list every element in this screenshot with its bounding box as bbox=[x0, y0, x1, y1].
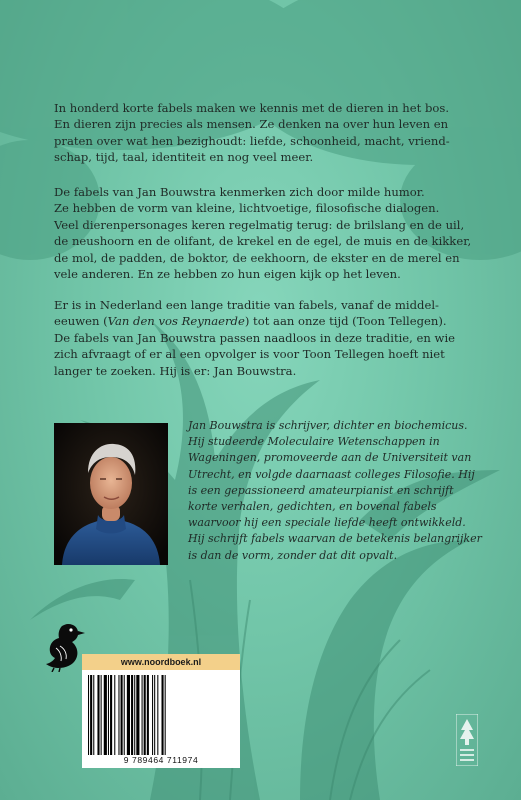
barcode-panel bbox=[82, 654, 240, 768]
blurb-line: vele anderen. En ze hebben zo hun eigen kijk op het leven. bbox=[54, 267, 401, 282]
barcode-bar bbox=[110, 675, 112, 755]
bio-line: Utrecht, en volgde daarnaast colleges Filosofie. Hij bbox=[188, 467, 475, 481]
barcode-bar bbox=[136, 675, 139, 755]
blurb-line: En dieren zijn precies als mensen. Ze denken na over hun leven en bbox=[54, 117, 449, 132]
bio-line: is dan de vorm, zonder dat dit opvalt. bbox=[188, 548, 398, 562]
publisher-website: www.noordboek.nl bbox=[82, 654, 240, 670]
barcode-bar bbox=[90, 675, 92, 755]
barcode-bar bbox=[147, 675, 149, 755]
barcode-bar bbox=[157, 675, 158, 755]
barcode-bar bbox=[93, 675, 94, 755]
blurb-line: zich afvraagt of er al een opvolger is voor Toon Tellegen hoeft niet bbox=[54, 347, 445, 362]
author-bio bbox=[188, 418, 488, 564]
publisher-bird-logo-icon bbox=[42, 618, 86, 672]
blurb-line: De fabels van Jan Bouwstra kenmerken zich door milde humor. bbox=[54, 185, 425, 199]
barcode-bar bbox=[162, 675, 164, 755]
barcode-bar bbox=[121, 675, 123, 755]
fsc-logo-icon bbox=[456, 714, 478, 766]
blurb-line: de mol, de padden, de boktor, de eekhoorn, de ekster en de merel en bbox=[54, 250, 460, 265]
author-photo bbox=[54, 423, 168, 565]
barcode-bar bbox=[152, 675, 153, 755]
blurb-text: ) tot aan onze tijd (Toon Tellegen). bbox=[244, 314, 447, 329]
bio-line: waarvoor hij een speciale liefde heeft ontwikkeld. bbox=[188, 516, 466, 530]
bio-line: korte verhalen, gedichten, en bovenal fabels bbox=[188, 500, 437, 514]
bio-line: Wageningen, promoveerde aan de Universiteit van bbox=[188, 451, 472, 465]
barcode-bar bbox=[131, 675, 133, 755]
barcode-bar bbox=[108, 675, 109, 755]
blurb-line: Ze hebben de vorm van kleine, lichtvoetige, filosofische dialogen. bbox=[54, 201, 440, 216]
blurb-line: langer te zoeken. Hij is er: Jan Bouwstra. bbox=[54, 363, 297, 378]
blurb-line: Er is in Nederland een lange traditie van fabels, vanaf de middel- bbox=[54, 298, 439, 312]
barcode-bar bbox=[101, 675, 102, 755]
blurb-line: In honderd korte fabels maken we kennis met de dieren in het bos. bbox=[54, 101, 450, 115]
bio-line: Hij studeerde Moleculaire Wetenschappen in bbox=[188, 435, 440, 449]
barcode-bar bbox=[165, 675, 166, 755]
bio-line: Hij schrijft fabels waarvan de betekenis belangrijker bbox=[188, 532, 482, 546]
barcode-bar bbox=[114, 675, 115, 755]
blurb-line: schap, tijd, taal, identiteit en nog veel meer. bbox=[54, 150, 314, 165]
barcode-bar bbox=[97, 675, 99, 755]
blurb-line bbox=[54, 313, 474, 329]
blurb-line: De fabels van Jan Bouwstra passen naadloos in deze traditie, en wie bbox=[54, 330, 456, 345]
book-title-reynaerde: Van den vos Reynaerde bbox=[107, 314, 245, 329]
blurb-paragraph-1 bbox=[54, 100, 474, 166]
blurb-paragraph-2 bbox=[54, 184, 474, 282]
blurb-line: praten over wat hen bezighoudt: liefde, schoonheid, macht, vriend- bbox=[54, 133, 450, 148]
barcode-bar bbox=[134, 675, 135, 755]
barcode-bar bbox=[144, 675, 146, 755]
blurb-line: de neushoorn en de olifant, de krekel en de egel, de muis en de kikker, bbox=[54, 234, 472, 249]
bio-line: Jan Bouwstra is schrijver, dichter en biochemicus. bbox=[188, 419, 468, 432]
barcode-bar bbox=[104, 675, 107, 755]
barcode-bar bbox=[154, 675, 155, 755]
barcode-bar bbox=[88, 675, 89, 755]
isbn-barcode bbox=[88, 675, 234, 755]
barcode-bar bbox=[142, 675, 143, 755]
barcode-bar bbox=[127, 675, 130, 755]
bio-line: is een gepassioneerd amateurpianist en schrijft bbox=[188, 483, 454, 497]
barcode-bar bbox=[118, 675, 119, 755]
blurb-line: Veel dierenpersonages keren regelmatig terug: de brilslang en de uil, bbox=[54, 217, 465, 232]
isbn-number: 9 789464 711974 bbox=[123, 755, 199, 765]
barcode-bar bbox=[124, 675, 125, 755]
blurb-paragraph-3 bbox=[54, 297, 474, 379]
blurb-text: eeuwen ( bbox=[54, 314, 108, 329]
